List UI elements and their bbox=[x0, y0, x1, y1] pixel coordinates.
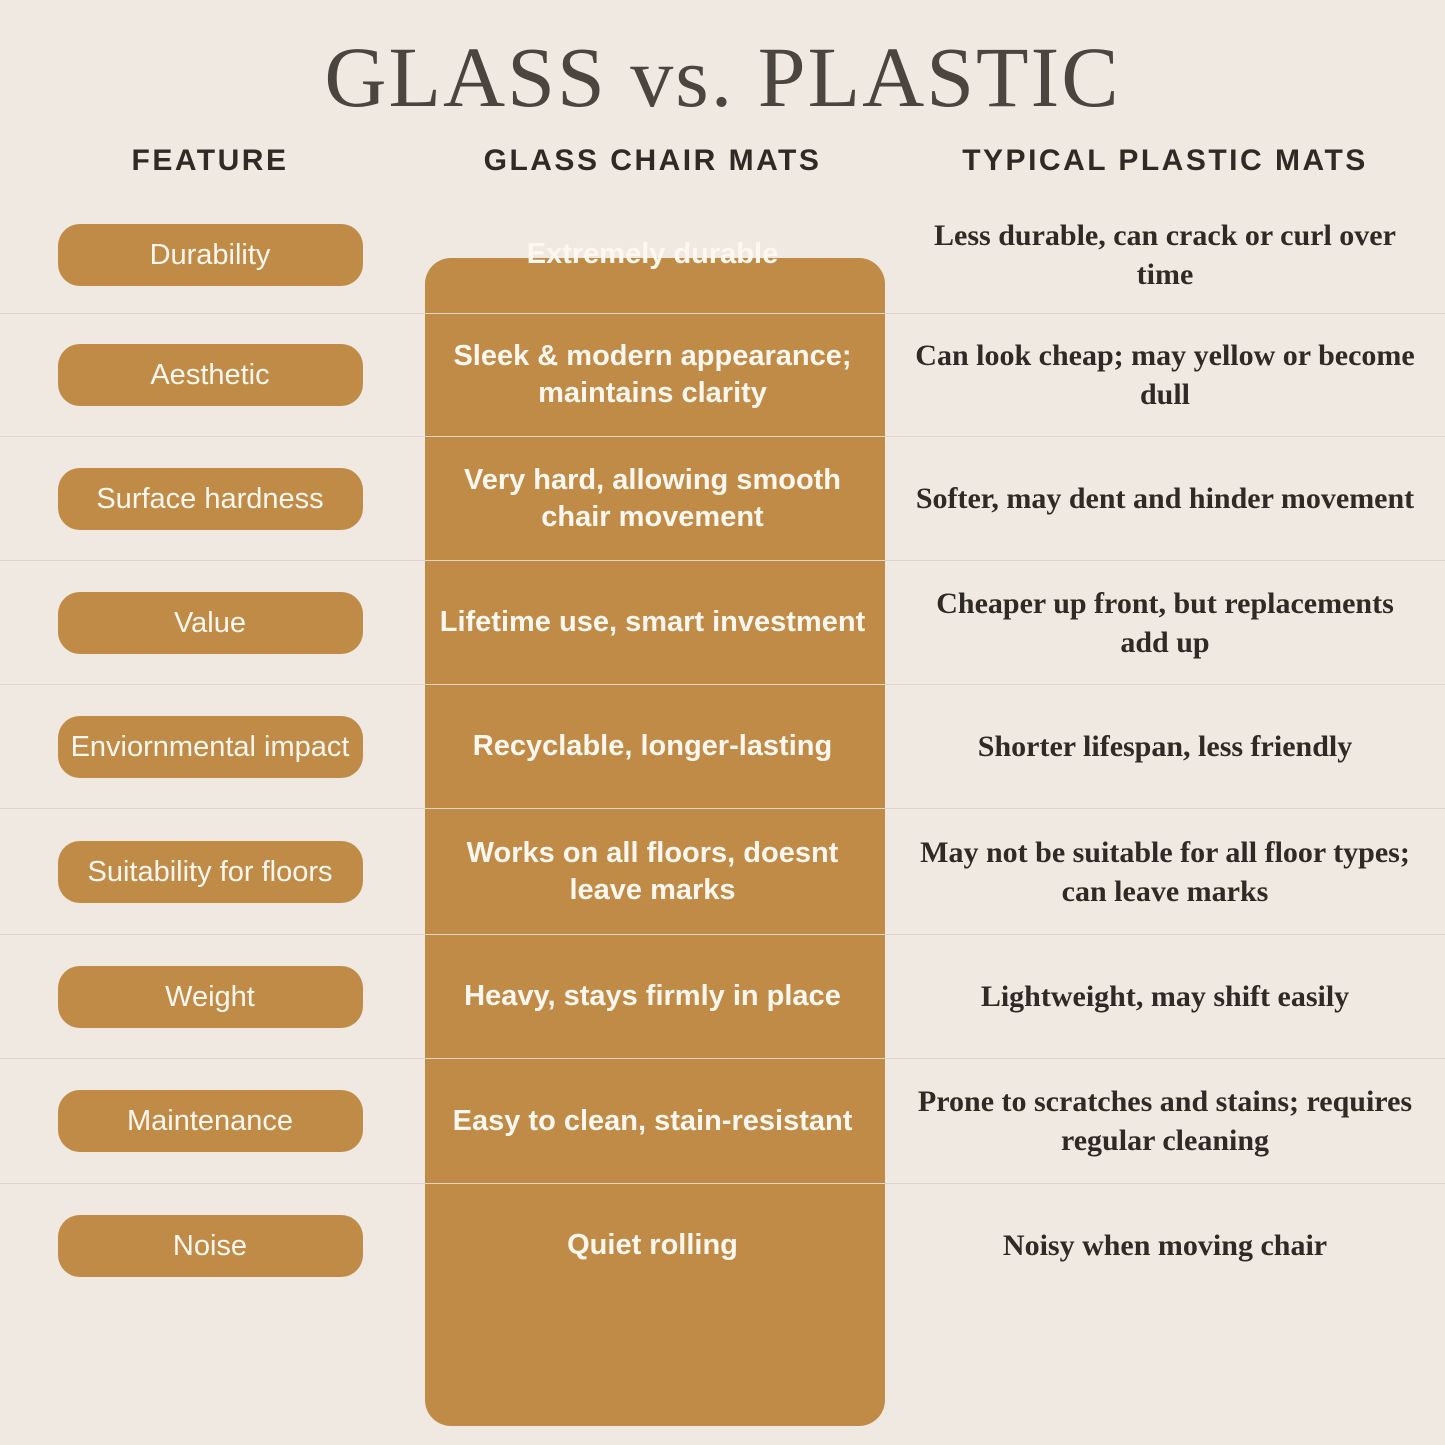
table-row bbox=[0, 934, 1445, 1058]
header-glass: GLASS CHAIR MATS bbox=[483, 144, 822, 178]
feature-cell bbox=[0, 841, 420, 903]
glass-cell: Quiet rolling bbox=[567, 1229, 738, 1262]
header-feature: FEATURE bbox=[131, 144, 289, 178]
feature-pill: Enviornmental impact bbox=[58, 716, 363, 778]
feature-cell bbox=[0, 966, 420, 1028]
plastic-cell: Noisy when moving chair bbox=[1002, 1229, 1328, 1263]
glass-cell: Very hard, allowing smooth chair movement bbox=[463, 463, 842, 533]
glass-cell: Recyclable, longer-lasting bbox=[472, 730, 833, 763]
plastic-cell: Can look cheap; may yellow or become dull bbox=[915, 339, 1415, 412]
feature-cell bbox=[0, 716, 420, 778]
plastic-cell: Softer, may dent and hinder movement bbox=[915, 482, 1415, 516]
table-row bbox=[0, 196, 1445, 313]
plastic-cell: Prone to scratches and stains; requires regular cleaning bbox=[917, 1085, 1413, 1158]
feature-pill: Surface hardness bbox=[58, 468, 363, 530]
plastic-cell: Lightweight, may shift easily bbox=[980, 980, 1350, 1014]
feature-cell bbox=[0, 592, 420, 654]
header-plastic: TYPICAL PLASTIC MATS bbox=[962, 144, 1368, 178]
column-headers bbox=[0, 122, 1445, 178]
table-row bbox=[0, 808, 1445, 934]
page-title: GLASS vs. PLASTIC bbox=[324, 29, 1121, 125]
table-row bbox=[0, 1058, 1445, 1183]
feature-cell bbox=[0, 224, 420, 286]
glass-cell: Heavy, stays firmly in place bbox=[464, 980, 841, 1013]
glass-cell: Lifetime use, smart investment bbox=[439, 606, 866, 639]
comparison-table bbox=[0, 196, 1445, 1307]
table-row bbox=[0, 684, 1445, 808]
feature-cell bbox=[0, 344, 420, 406]
feature-pill: Aesthetic bbox=[58, 344, 363, 406]
feature-pill: Durability bbox=[58, 224, 363, 286]
feature-pill: Maintenance bbox=[58, 1090, 363, 1152]
table-row bbox=[0, 560, 1445, 684]
table-row bbox=[0, 436, 1445, 560]
feature-pill: Value bbox=[58, 592, 363, 654]
feature-cell bbox=[0, 1215, 420, 1277]
glass-cell: Easy to clean, stain-resistant bbox=[452, 1104, 853, 1137]
plastic-cell: May not be suitable for all floor types; can leave marks bbox=[920, 835, 1410, 908]
feature-cell bbox=[0, 468, 420, 530]
feature-cell bbox=[0, 1090, 420, 1152]
plastic-cell: Shorter lifespan, less friendly bbox=[977, 730, 1353, 764]
plastic-cell: Less durable, can crack or curl over time bbox=[934, 218, 1396, 291]
feature-pill: Weight bbox=[58, 966, 363, 1028]
glass-cell: Sleek & modern appearance; maintains clarity bbox=[453, 340, 852, 410]
glass-cell: Extremely durable bbox=[526, 238, 779, 271]
feature-pill: Noise bbox=[58, 1215, 363, 1277]
glass-cell: Works on all floors, doesnt leave marks bbox=[466, 836, 839, 906]
table-row bbox=[0, 313, 1445, 436]
feature-pill: Suitability for floors bbox=[58, 841, 363, 903]
table-row bbox=[0, 1183, 1445, 1307]
plastic-cell: Cheaper up front, but replacements add up bbox=[936, 586, 1394, 659]
